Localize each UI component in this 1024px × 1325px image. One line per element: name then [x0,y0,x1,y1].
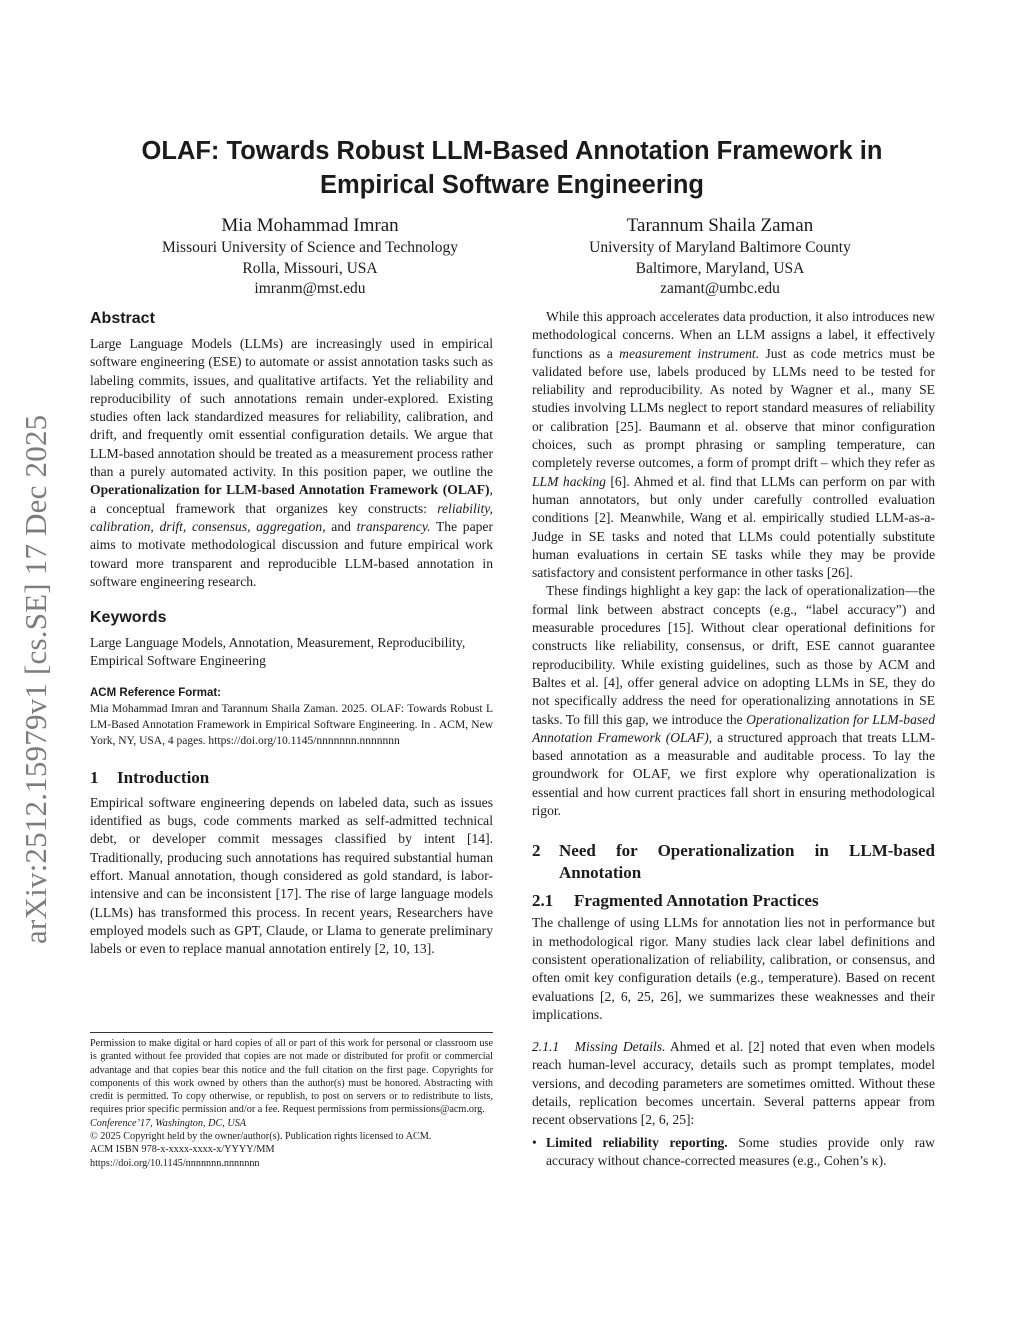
subsection-number: 2.1 [532,891,554,911]
acm-reference-text: Mia Mohammad Imran and Tarannum Shaila Zaman. 2025. OLAF: Towards Robust LLM-Based Annotation Framework in Empirical Software Engineering. In . ACM, New York, NY, USA, 4 pages. https://doi.org/10.1145/nnnnnnn.nnnnnnn [90,702,493,747]
intro-paragraph-3 [532,582,935,820]
left-column [90,308,493,958]
subsection-title: Fragmented Annotation Practices [574,891,819,911]
isbn-line: ACM ISBN 978-x-xxxx-xxxx-x/YYYY/MM [90,1144,275,1156]
abstract-text-b: , a conceptual framework that organizes key constructs: [90,482,493,516]
section-number: 2 [532,841,541,861]
introduction-text: Empirical software engineering depends on labeled data, such as issues identified as bugs, code comments marked as self-admitted technical debt, or developer commit messages classified by intent [14]. Traditionally, producing such annotations has required substantial human effort. Manual annotation, though considered as gold standard, is labor-intensive and can be inconsistent [17]. The rise of large language models (LLMs) has transformed this process. In recent years, Researchers have employed models such as GPT, Claude, or Llama to generate preliminary labels or even to replace manual annotation entirely [2, 10, 13]. [90,794,493,957]
author-location: Rolla, Missouri, USA [242,259,378,277]
para-text: [6]. Ahmed et al. find that LLMs can perform on par with human annotators, but only under carefully controlled evaluation conditions [2]. Meanwhile, Wang et al. empirically studied LLM-as-a-Judge in SE tasks and noted that LLMs could potentially substitute human evaluations in certain SE tasks while they may be provide satisfactory and consistent performance in other tasks [26]. [532,473,936,581]
author-location: Baltimore, Maryland, USA [635,259,805,277]
intro-paragraph-2 [532,308,935,582]
conference-info: Conference’17, Washington, DC, USA [90,1117,247,1129]
para-text: These findings highlight a key gap: the lack of operationalization—the formal link between abstract concepts (e.g., “label accuracy”) and measurable procedures [15]. Without clear operational definitions for constructs like reliability, consensus, or drift, ESE cannot guarantee reproducibility. While existing guidelines, such as those by ACM and Baltes et al. [4], offer general advice on adopting LLMs in SE, they do not specifically address the need for operationalizing annotations in SE tasks. To fill this gap, we introduce the [532,583,935,727]
para-emphasis: LLM hacking [532,473,606,489]
title-line-1: OLAF: Towards Robust LLM-Based Annotation Framework in [141,137,883,165]
list-item [532,1134,935,1171]
arxiv-stamp: arXiv:2512.15979v1 [cs.SE] 17 Dec 2025 [18,414,53,944]
subsubsection-2-1-1 [532,1038,935,1129]
author-institution: University of Maryland Baltimore County [589,239,851,256]
paper-title [60,134,964,202]
para-text: , a structured approach that treats LLM-based annotation as a measurable and auditable process. To lay the groundwork for OLAF, we first explore why operationalization is essential and how current practices fall short in ensuring methodological rigor. [532,729,935,819]
author-email[interactable]: zamant@umbc.edu [660,280,780,297]
para-text: While this approach accelerates data production, it also introduces new methodological concerns. When an LLM assigns a label, it effectively functions as a [532,309,935,361]
abstract-transparency: transparency. [356,518,431,534]
abstract-constructs: reliability, calibration, drift, consensus, aggregation [90,500,493,534]
section-2-heading [532,840,935,884]
acm-reference [90,685,493,749]
para-emphasis: Operationalization for LLM-based Annotation Framework (OLAF) [532,711,935,745]
list-item-title: Limited reliability reporting. [546,1134,728,1150]
acm-reference-label: ACM Reference Format: [90,686,221,699]
permission-footnote [90,1032,493,1170]
subsubsection-text: Ahmed et al. [2] noted that even when models reach human-level accuracy, details such as prompt templates, model versions, and decoding parameters are sometimes omitted. Without these details, replication becomes uncertain. Several patterns appear from recent observations [2, 6, 25]: [532,1039,935,1128]
section-title: Introduction [117,767,210,787]
title-line-2: Empirical Software Engineering [319,171,704,199]
subsection-2-1-text: The challenge of using LLMs for annotation lies not in performance but in methodological rigor. Many studies lack clear label definitions and consistent operationalization of reliability, calibration, or consensus, and often omit key configuration details (e.g., temperature). Based on recent evaluations [2, 6, 25, 26], we summarizes these weaknesses and their implications. [532,915,935,1022]
keywords-text: Large Language Models, Annotation, Measurement, Reproducibility, Empirical Software Engineering [90,635,466,669]
abstract-text-a: Large Language Models (LLMs) are increasingly used in empirical software engineering (ESE) to automate or assist annotation tasks such as labeling commits, issues, and qualitative artifacts. Yet the reliability and reproducibility of such annotations remain under-explored. Existing studies often lack standardized measures for reliability, calibration, and drift, and frequently omit essential configuration details. We argue that LLM-based annotation should be treated as a measurement process rather than a purely automated activity. In this position paper, we outline the [90,336,493,480]
copyright-line: © 2025 Copyright held by the owner/author(s). Publication rights licensed to ACM. [90,1131,432,1143]
author-block-1 [90,214,530,300]
abstract-heading: Abstract [90,310,155,327]
list-item-text: Some studies provide only raw accuracy without chance-corrected measures (e.g., Cohen’s κ). [546,1134,935,1168]
doi-link[interactable]: https://doi.org/10.1145/nnnnnnn.nnnnnnn [90,1157,260,1169]
section-title: Need for Operationalization in LLM-based Annotation [559,841,935,883]
author-institution: Missouri University of Science and Technology [161,239,459,256]
abstract-framework-name: Operationalization for LLM-based Annotation Framework (OLAF) [90,482,490,498]
author-email[interactable]: imranm@mst.edu [254,280,366,297]
permission-text: Permission to make digital or hard copies of all or part of this work for personal or classroom use is granted without fee provided that copies are not made or distributed for profit or commercial advantage and that copies bear this notice and the full citation on the first page. Copyrights for components of this work owned by others than the author(s) must be honored. Abstracting with credit is permitted. To copy otherwise, or republish, to post on servers or to redistribute to lists, requires prior specific permission and/or a fee. Request permissions from permissions@acm.org. [90,1038,493,1116]
right-column [532,308,935,1170]
abstract-text-c: , and [322,518,351,534]
bullet-icon: • [532,1134,537,1150]
introduction-heading [90,767,493,789]
subsubsection-label: 2.1.1 Missing Details. [532,1039,666,1055]
para-emphasis: measurement instrument. [619,345,760,361]
abstract-text-d: The paper aims to motivate methodological discussion and future empirical work toward more transparent and reproducible LLM-based annotation in software engineering research. [90,518,493,589]
author-name: Tarannum Shaila Zaman [626,215,814,236]
abstract-text [90,335,493,591]
author-block-2 [500,214,940,300]
author-name: Mia Mohammad Imran [221,215,399,236]
keywords-heading: Keywords [90,609,167,627]
section-number: 1 [90,767,99,787]
subsection-2-1-heading [532,890,935,912]
para-text: Just as code metrics must be validated before use, labels produced by LLMs need to be tested for reliability and reproducibility. As noted by Wagner et al., many SE studies involving LLMs neglect to report standard measures of reliability or calibration [25]. Baumann et al. observe that minor configuration choices, such as prompt phrasing or sampling temperature, can completely reverse outcomes, a form of prompt drift – which they refer as [532,345,935,471]
